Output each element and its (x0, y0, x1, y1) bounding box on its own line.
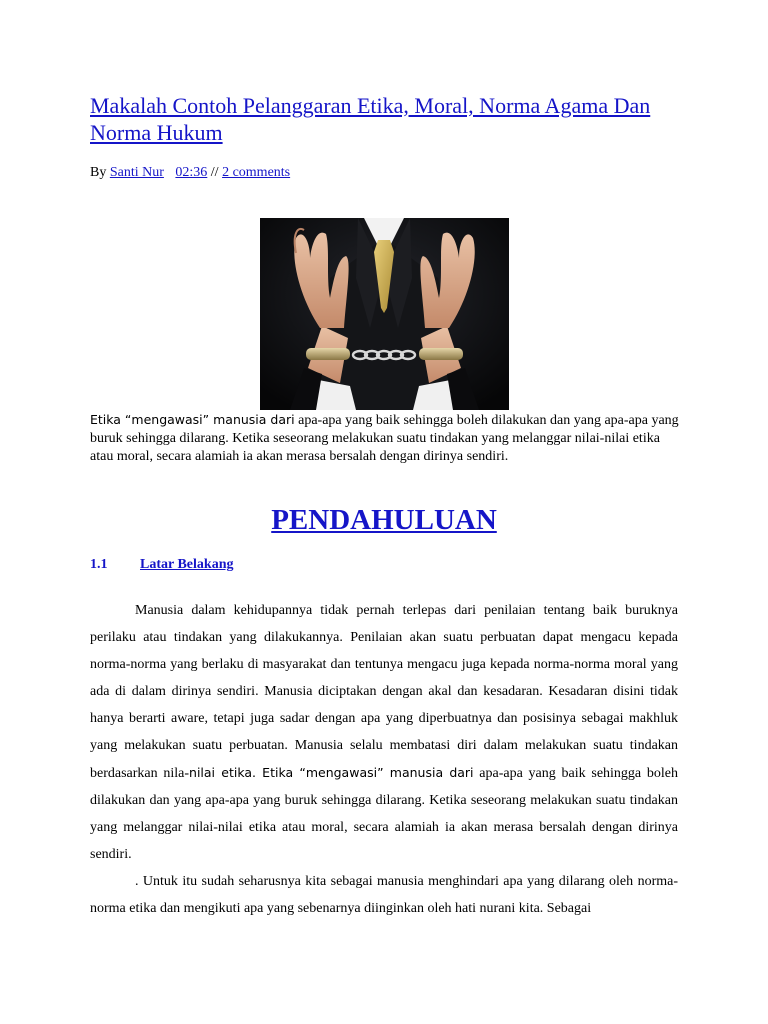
byline (90, 164, 290, 182)
subsection-number: 1.1 (90, 557, 108, 572)
author-link[interactable]: Santi Nur (109, 165, 164, 180)
article-title-link[interactable]: Makalah Contoh Pelanggaran Etika, Moral, Norma Agama Dan Norma Hukum (90, 93, 651, 145)
paragraph-1-part-b: apa-apa yang baik sehingga boleh dilakukan dan yang apa-apa yang buruk sehingga dilarang. Ketika seseorang melakukan suatu tindakan yang melanggar nilai-nilai etika atau moral, secara alamiah ia akan merasa bersalah dengan dirinya sendiri. (90, 766, 678, 862)
handcuffs-illustration (260, 218, 509, 410)
byline-prefix: By (90, 165, 107, 180)
caption-serif-part: apa-apa yang baik sehingga boleh dilakukan dan yang apa-apa yang buruk sehingga dilarang. Ketika seseorang melakukan suatu tindakan yang melanggar nilai-nilai etika atau moral, secara alamiah ia akan merasa bersalah dengan dirinya sendiri. (90, 413, 679, 464)
paragraph-1-part-a: Manusia dalam kehidupannya tidak pernah terlepas dari penilaian tentang baik buruknya perilaku atau tindakan yang dilakukannya. Penilaian akan suatu perbuatan dapat mengacu kepada norma-norma yang berlaku di masyarakat dan tentunya mengacu juga kepada norma-norma moral yang ada di dalam dirinya sendiri. Manusia diciptakan dengan akal dan kesadaran. Kesadaran disini tidak hanya berarti aware, tetapi juga sadar dengan apa yang diperbuatnya dan posisinya sebagai makhluk yang melakukan suatu perbuatan. Manusia selalu membatasi diri dalam melakukan suatu tindakan berdasarkan nila- (90, 603, 678, 781)
subsection-heading (90, 556, 233, 574)
section-heading (0, 502, 768, 538)
image-caption (90, 411, 680, 466)
post-time-link[interactable]: 02:36 (175, 165, 208, 180)
paragraph-2: . Untuk itu sudah seharusnya kita sebagai manusia menghindari apa yang dilarang oleh norma-norma etika dan mengikuti apa yang sebenarnya diinginkan oleh hati nurani kita. Sebagai (90, 874, 678, 916)
byline-separator: // (210, 165, 219, 180)
paragraph-1 (90, 597, 678, 868)
subsection-title: Latar Belakang (140, 557, 234, 572)
article-body (90, 597, 678, 922)
paragraph-1-sans-part: nilai etika. Etika “mengawasi” manusia dari (189, 765, 474, 780)
article-title (90, 92, 690, 146)
caption-sans-part: Etika “mengawasi” manusia dari (90, 412, 295, 427)
section-heading-link[interactable]: PENDAHULUAN (271, 504, 497, 536)
handcuffed-hands-image (260, 218, 509, 410)
comments-link[interactable]: 2 comments (222, 165, 291, 180)
subsection-link[interactable] (90, 557, 233, 572)
